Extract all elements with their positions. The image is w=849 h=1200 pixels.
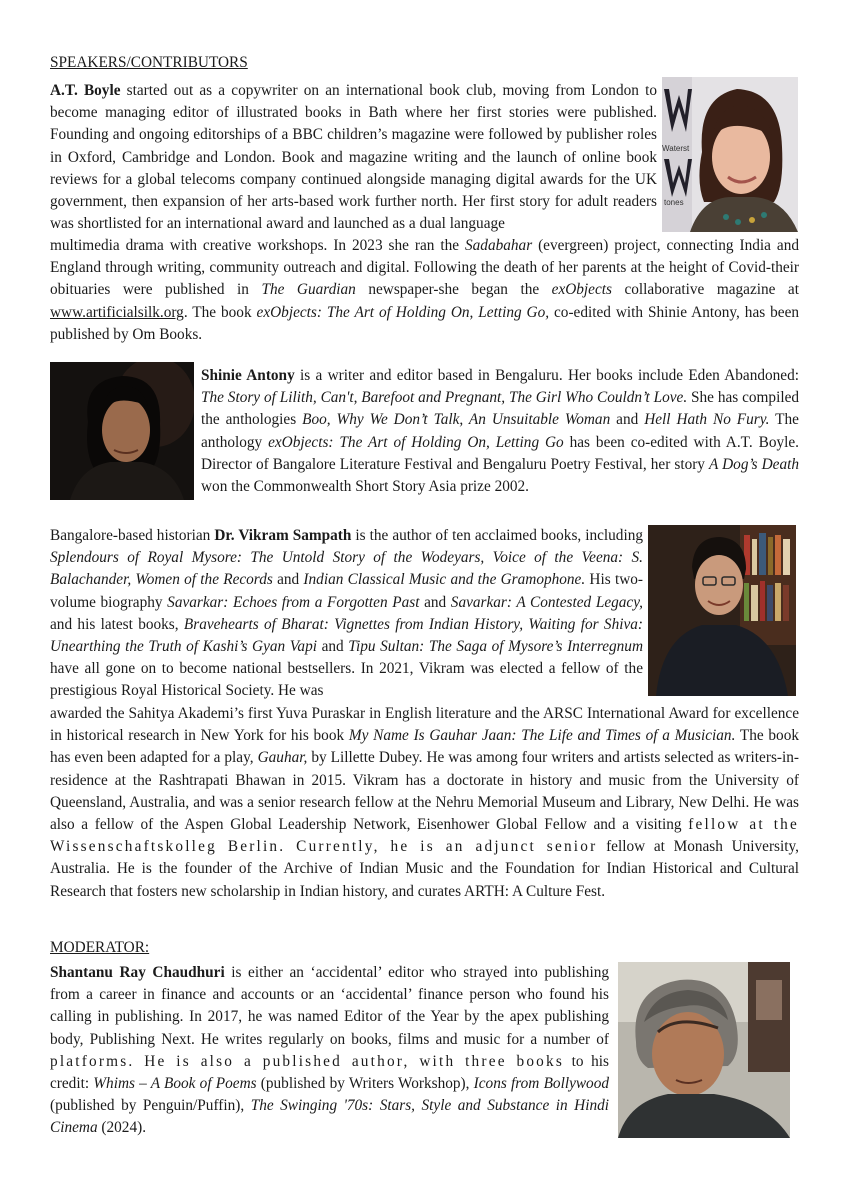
sampath-book-titles: Splendours of Royal Mysore: The Untold Story of the Wodeyars, Voice of the Veena: S. Balachander, Women of the Records <box>50 549 643 589</box>
sampath-name: Dr. Vikram Sampath <box>214 527 352 544</box>
sampath-text: awarded the Sahitya Akademi’s first Yuva Puraskar in English literature and the ARSC International Award for excellence in historical research in New York for his book <box>50 705 799 745</box>
antony-bio <box>201 365 799 498</box>
boyle-text: (evergreen) project, connecting India and England through writing, community outreach and digital. Following the death of her parents at the height of Covid-their obituaries were published in <box>50 237 799 299</box>
sampath-text: and his latest books, <box>50 615 184 633</box>
antony-book-titles: The Story of Lilith, Can't, Barefoot and Pregnant, The Girl Who Couldn’t Love. <box>201 389 688 407</box>
sampath-bio-part2 <box>50 703 799 903</box>
sampath-text: have all gone on to become national bestsellers. In 2021, Vikram was elected a fellow of the prestigious Royal Historical Society. He was <box>50 660 643 700</box>
sampath-text: by Lillette Dubey. He was among four writers and artists selected as writers-in-residence at the Rashtrapati Bhawan in 2015. Vikram has a doctorate in history and music from the University of Queensland, Australia, and was a senior research fellow at the Nehru Memorial Museum and Library, New Delhi. He was also a fellow of the Aspen Global Leadership Network, Eisenhower Global Fellow and a visiting <box>50 749 799 834</box>
chaudhuri-name: Shantanu Ray Chaudhuri <box>50 964 225 981</box>
chaudhuri-text: (published by Writers Workshop), <box>256 1075 474 1093</box>
sadabahar-title: Sadabahar <box>465 237 533 254</box>
gauhar-jaan-title: My Name Is Gauhar Jaan: The Life and Times of a Musician. <box>348 727 736 745</box>
sampath-text: fellow at the Wissenschaftskolleg Berlin. Currently, he is an adjunct senior <box>50 816 799 856</box>
antony-text: and <box>610 411 645 429</box>
guardian-title: The Guardian <box>261 281 356 299</box>
boyle-bio-part2 <box>50 235 799 346</box>
sampath-text: and <box>316 638 349 656</box>
antony-name: Shinie Antony <box>201 367 295 384</box>
sampath-text: Bangalore-based historian <box>50 527 215 544</box>
book-title: exObjects: The Art of Holding On, Letting Go, <box>256 303 550 321</box>
sampath-photo <box>648 525 796 696</box>
antony-photo <box>50 362 194 500</box>
whims-title: Whims – A Book of Poems <box>93 1075 257 1093</box>
icons-bollywood-title: Icons from Bollywood <box>473 1075 610 1093</box>
boyle-bio-part1 <box>50 80 657 235</box>
sampath-text: is the author of ten acclaimed books, including <box>351 527 644 544</box>
antony-anthology-title: Hell Hath No Fury. <box>644 411 770 429</box>
photo-sign-text: Waterst <box>662 144 690 153</box>
sampath-text: and <box>419 593 451 611</box>
antony-text: is a writer and editor based in Bengaluru. Her books include Eden Abandoned: <box>294 367 799 384</box>
boyle-bio-text: started out as a copywriter on an international book club, moving from London to become managing editor of illustrated books in Bath where her first stories were published. Founding and ongoing editorships of a BBC children’s magazine were followed by publisher roles in Oxford, Cambridge and London. Book and magazine writing and the launch of online book reviews for a global telecoms company continued alongside managing digital awards for the UK government, then expansion of her arts-based work further north. Her first story for adult readers was shortlisted for an international award and launched as a dual language <box>50 82 657 233</box>
sampath-book-title: Savarkar: Echoes from a Forgotten Past <box>167 593 420 611</box>
antony-anthology-titles: Boo, Why We Don’t Talk, An Unsuitable Woman <box>302 411 611 429</box>
speakers-heading: SPEAKERS/CONTRIBUTORS <box>50 54 248 71</box>
boyle-text: . The book <box>183 303 257 321</box>
artificialsilk-link[interactable]: www.artificialsilk.org <box>50 303 184 321</box>
sampath-book-title: Tipu Sultan: The Saga of Mysore’s Interregnum <box>348 638 643 656</box>
antony-text: She has compiled the anthologies <box>201 389 800 429</box>
sampath-bio-part1 <box>50 525 643 703</box>
exobjects-title: exObjects <box>551 281 612 299</box>
chaudhuri-text: is either an ‘accidental’ editor who strayed into publishing from a career in finance and accounts or an ‘accidental’ finance person who found his calling in publishing. In 2017, he was named Editor of the Year by the apex publishing body, Publishing Next. He writes regularly on books, films and music for a number of <box>50 964 609 1048</box>
antony-text: The anthology <box>201 411 799 451</box>
sampath-text: His two-volume biography <box>50 571 643 611</box>
boyle-text: collaborative magazine at <box>611 281 799 299</box>
moderator-heading: MODERATOR: <box>50 939 150 956</box>
photo-sign-text-2: tones <box>664 198 684 207</box>
gauhar-play-title: Gauhar, <box>257 749 308 767</box>
chaudhuri-text: platforms. He is also a published author, with three books <box>50 1052 565 1070</box>
swinging-70s-title: The Swinging '70s: Stars, Style and Substance in Hindi Cinema <box>50 1097 609 1137</box>
sampath-book-title: Indian Classical Music and the Gramophone. <box>303 571 586 589</box>
chaudhuri-text: (published by Penguin/Puffin), <box>50 1097 251 1115</box>
boyle-text: co-edited with Shinie Antony, has been published by Om Books. <box>50 303 800 343</box>
boyle-text: newspaper-she began the <box>355 281 552 299</box>
chaudhuri-bio <box>50 962 609 1140</box>
boyle-name: A.T. Boyle <box>50 82 121 99</box>
chaudhuri-photo <box>618 962 790 1138</box>
antony-text: has been co-edited with A.T. Boyle. Director of Bangalore Literature Festival and Bengaluru Poetry Festival, her story <box>201 433 799 473</box>
chaudhuri-text: (2024). <box>97 1119 147 1137</box>
boyle-text: multimedia drama with creative workshops. In 2023 she ran the <box>50 237 465 254</box>
antony-text: won the Commonwealth Short Story Asia prize 2002. <box>201 478 530 496</box>
sampath-book-title: Savarkar: A Contested Legacy, <box>450 593 643 611</box>
sampath-book-titles: Bravehearts of Bharat: Vignettes from Indian History, Waiting for Shiva: Unearthing the Truth of Kashi’s Gyan Vapi <box>50 615 643 656</box>
sampath-text: The book has even been adapted for a play, <box>50 727 800 767</box>
sampath-text: fellow at Monash University, Australia. He is the founder of the Archive of Indian Music and the Foundation for Indian Historical and Cultural Research that fosters new scholarship in Indian history, and curates ARTH: A Culture Fest. <box>50 838 799 900</box>
antony-exobjects-title: exObjects: The Art of Holding On, Letting Go <box>268 433 564 451</box>
sampath-text: and <box>272 571 304 589</box>
chaudhuri-text: to his credit: <box>50 1052 609 1093</box>
antony-story-title: A Dog’s Death <box>709 455 799 473</box>
boyle-photo <box>662 77 798 232</box>
